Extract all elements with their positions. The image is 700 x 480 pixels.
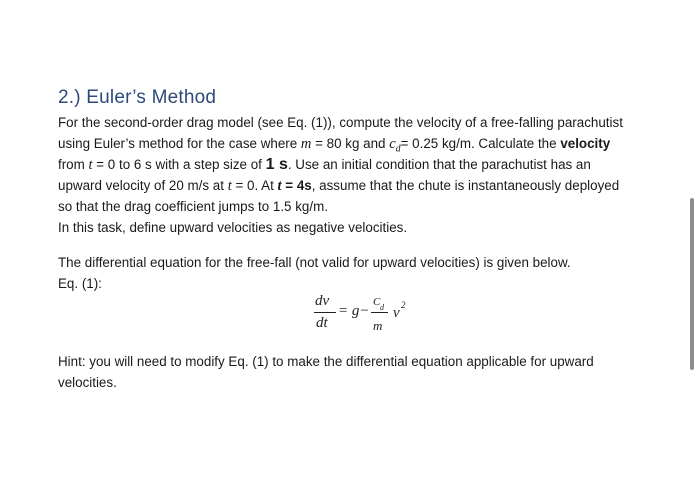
problem-text: upward velocity of 20 m/s at xyxy=(58,178,228,193)
equation-numerator: dv xyxy=(315,293,330,309)
time-symbol: t xyxy=(227,178,232,194)
problem-statement xyxy=(58,112,623,238)
problem-text: so that the drag coefficient jumps to 1.5 kg/m. xyxy=(58,199,328,214)
equation-mass: m xyxy=(373,318,383,333)
fraction-bar xyxy=(314,312,336,313)
problem-text: For the second-order drag model (see Eq. (1)), compute the velocity of a free-falling parachutist xyxy=(58,115,623,130)
fraction-bar xyxy=(371,312,388,313)
problem-line xyxy=(58,196,623,217)
mass-symbol: m xyxy=(300,136,312,152)
problem-line xyxy=(58,112,623,133)
problem-text: using Euler’s method for the case where xyxy=(58,136,301,151)
problem-text: = 0. At xyxy=(231,178,278,193)
hint xyxy=(58,351,594,393)
problem-text: , assume that the chute is instantaneously deployed xyxy=(311,178,620,193)
equation-label: Eq. (1): xyxy=(58,276,102,291)
problem-text: = 0 to 6 s with a step size of xyxy=(92,157,266,172)
drag-coefficient-subscript: d xyxy=(395,143,401,155)
problem-line xyxy=(58,217,623,238)
time-symbol: t xyxy=(88,157,93,173)
hint-text: Hint: you will need to modify Eq. (1) to make the differential equation applicable for upward xyxy=(58,354,594,369)
equation-intro xyxy=(58,252,571,294)
section-heading: 2.) Euler’s Method xyxy=(58,87,217,108)
problem-text: = 80 kg and xyxy=(311,136,390,151)
equation-drag-coefficient: C xyxy=(373,296,381,308)
problem-text: = 0.25 kg/m. Calculate the xyxy=(400,136,561,151)
problem-text: . Use an initial condition that the parachutist has an xyxy=(287,157,591,172)
drag-coefficient-symbol: c xyxy=(389,136,396,152)
drag-equation xyxy=(312,293,422,337)
equation-drag-subscript: d xyxy=(380,303,384,312)
equation-intro-text: The differential equation for the free-fall (not valid for upward velocities) is given below. xyxy=(58,255,571,270)
equation-velocity: v xyxy=(393,305,400,321)
problem-line xyxy=(58,154,623,175)
deploy-time-emphasis: = 4s xyxy=(281,178,312,193)
velocity-emphasis: velocity xyxy=(560,136,611,151)
equation-operator: = g− xyxy=(338,303,370,319)
problem-line xyxy=(58,175,623,196)
hint-text: velocities. xyxy=(58,375,117,390)
step-size-emphasis: 1 s xyxy=(265,156,288,173)
time-symbol-bold: t xyxy=(277,178,282,194)
equation-denominator: dt xyxy=(316,315,328,331)
equation-exponent: 2 xyxy=(401,300,406,310)
problem-line xyxy=(58,133,623,154)
problem-text: In this task, define upward velocities as negative velocities. xyxy=(58,220,408,235)
vertical-scrollbar[interactable] xyxy=(690,198,694,370)
problem-text: from xyxy=(58,157,89,172)
